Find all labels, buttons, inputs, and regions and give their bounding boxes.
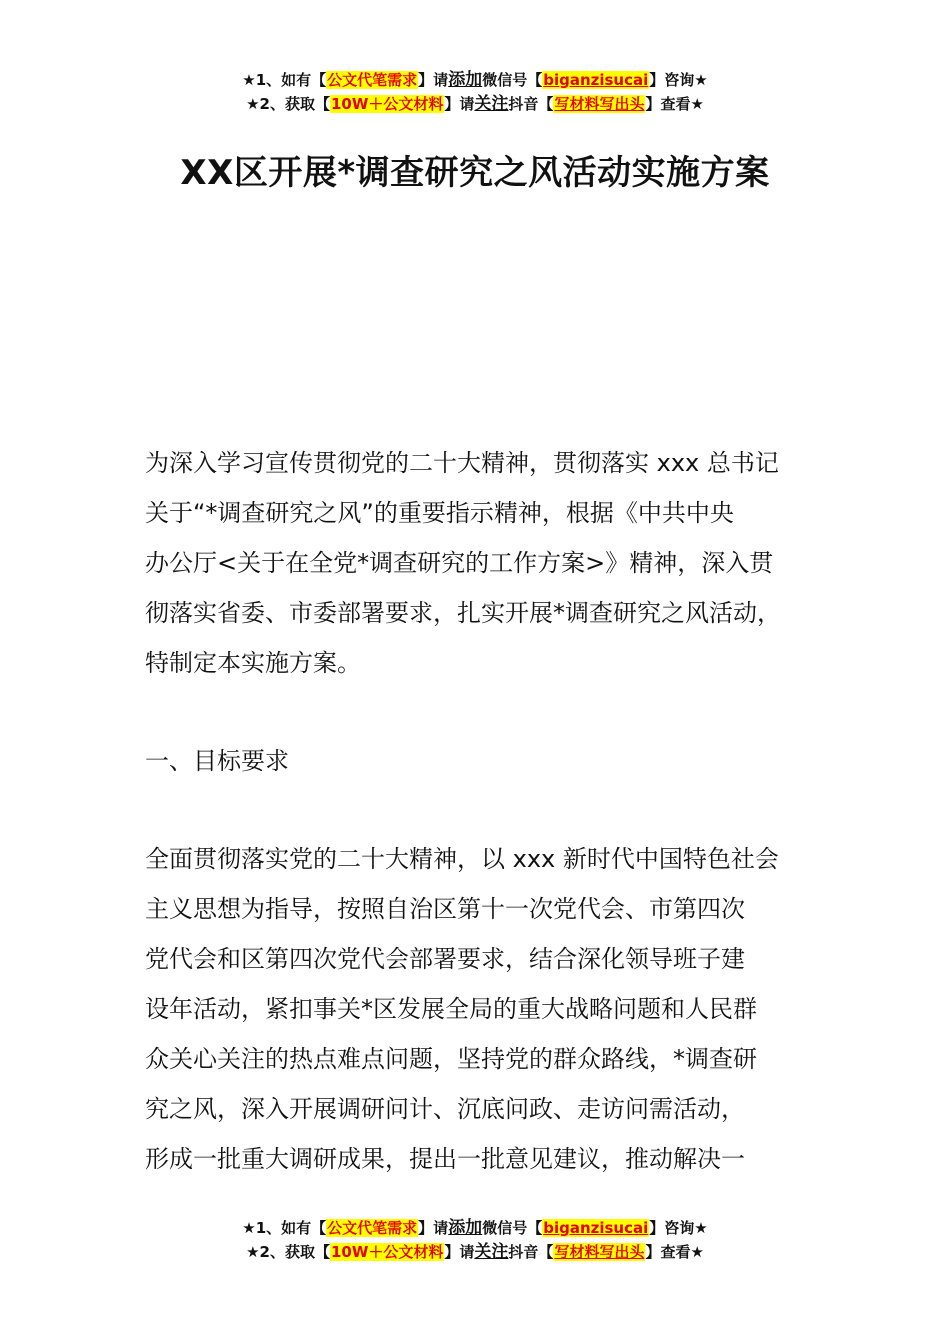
banner-text: 】查看★: [645, 95, 704, 113]
paragraph-line: 众关心关注的热点难点问题，坚持党的群众路线，*调查研: [145, 1045, 757, 1073]
paragraph-line: 究之风，深入开展调研问计、沉底问政、走访问需活动，: [145, 1095, 745, 1123]
banner-line-2: [0, 1240, 950, 1264]
banner-line-1: [0, 68, 950, 92]
highlight-materials: 10W＋公文材料: [330, 95, 444, 113]
banner-emphasis: 关注: [474, 1242, 509, 1262]
paragraph-line: 办公厅<关于在全党*调查研究的工作方案>》精神，深入贯: [145, 549, 774, 577]
paragraph-line: 党代会和区第四次党代会部署要求，结合深化领导班子建: [145, 945, 745, 973]
highlight-wechat-id: biganzisucai: [543, 1219, 649, 1237]
banner-text: 】咨询★: [649, 1219, 708, 1237]
banner-text: 微信号【: [482, 71, 543, 89]
banner-text: ★1、如有【: [242, 71, 327, 89]
banner-text: ★2、获取【: [246, 1243, 330, 1261]
highlight-wechat-id: biganzisucai: [543, 71, 649, 89]
highlight-service: 公文代笔需求: [327, 1219, 418, 1237]
highlight-douyin-account: 写材料写出头: [554, 95, 645, 113]
banner-emphasis: 添加: [448, 70, 483, 90]
document-title: XX区开展*调查研究之风活动实施方案: [180, 153, 770, 193]
paragraph-intro: [145, 438, 835, 688]
footer-banner: [0, 1216, 950, 1264]
paragraph-goals: [145, 834, 835, 1184]
paragraph-line: 全面贯彻落实党的二十大精神，以 xxx 新时代中国特色社会: [145, 845, 779, 873]
banner-emphasis: 添加: [448, 1218, 483, 1238]
banner-text: 抖音【: [508, 95, 554, 113]
highlight-douyin-account: 写材料写出头: [554, 1243, 645, 1261]
banner-text: 】请: [444, 95, 475, 113]
banner-text: 微信号【: [482, 1219, 543, 1237]
banner-text: ★1、如有【: [242, 1219, 327, 1237]
paragraph-line: 特制定本实施方案。: [145, 649, 361, 677]
banner-emphasis: 关注: [474, 94, 509, 114]
banner-text: 】请: [418, 71, 449, 89]
banner-line-1: [0, 1216, 950, 1240]
banner-text: 】请: [418, 1219, 449, 1237]
banner-text: 】查看★: [645, 1243, 704, 1261]
header-banner: [0, 68, 950, 116]
banner-text: 】请: [444, 1243, 475, 1261]
banner-line-2: [0, 92, 950, 116]
highlight-service: 公文代笔需求: [327, 71, 418, 89]
paragraph-line: 关于“*调查研究之风”的重要指示精神，根据《中共中央: [145, 499, 734, 527]
paragraph-line: 彻落实省委、市委部署要求，扎实开展*调查研究之风活动，: [145, 599, 781, 627]
banner-text: 】咨询★: [649, 71, 708, 89]
paragraph-line: 主义思想为指导，按照自治区第十一次党代会、市第四次: [145, 895, 745, 923]
paragraph-line: 设年活动，紧扣事关*区发展全局的重大战略问题和人民群: [145, 995, 757, 1023]
highlight-materials: 10W＋公文材料: [330, 1243, 444, 1261]
section-heading: 一、目标要求: [145, 747, 289, 775]
banner-text: 抖音【: [508, 1243, 554, 1261]
paragraph-line: 为深入学习宣传贯彻党的二十大精神，贯彻落实 xxx 总书记: [145, 449, 779, 477]
paragraph-line: 形成一批重大调研成果，提出一批意见建议，推动解决一: [145, 1145, 745, 1173]
banner-text: ★2、获取【: [246, 95, 330, 113]
